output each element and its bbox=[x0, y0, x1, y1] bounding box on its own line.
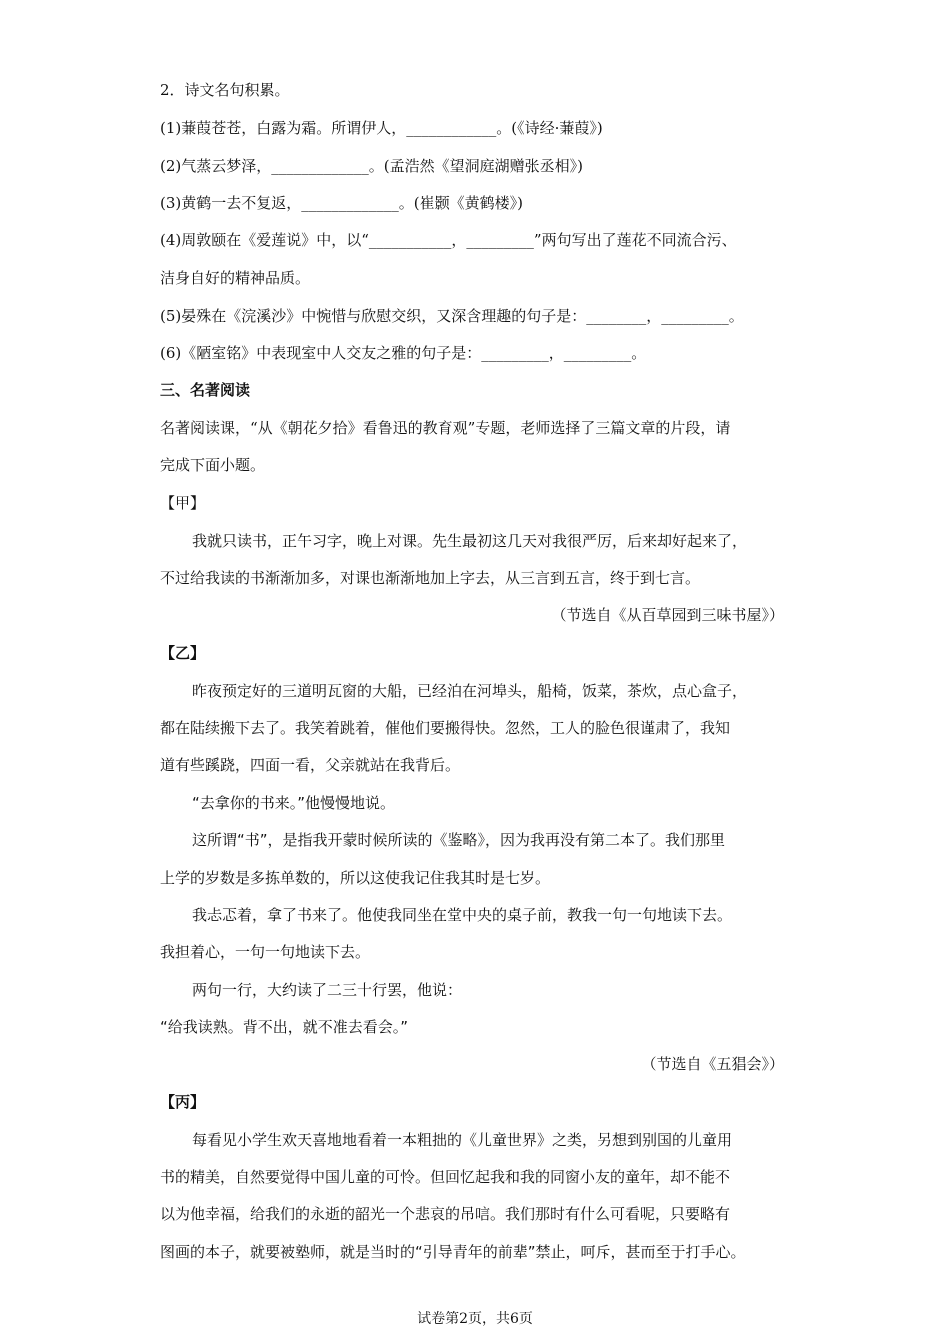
passage-yi-line-8: 我担着心，一句一句地读下去。 bbox=[160, 943, 371, 961]
passage-yi-label: 【乙】 bbox=[160, 644, 206, 662]
passage-jia-label: 【甲】 bbox=[160, 494, 206, 512]
section-3-intro-line-1: 名著阅读课，“从《朝花夕拾》看鲁迅的教育观”专题，老师选择了三篇文章的片段，请 bbox=[160, 419, 731, 437]
passage-bing-line-3: 以为他幸福，给我们的永逝的韶光一个悲哀的吊唁。我们那时有什么可看呢，只要略有 bbox=[160, 1205, 731, 1223]
passage-yi-source: （节选自《五猖会》） bbox=[641, 1055, 784, 1073]
passage-yi-line-6: 上学的岁数是多拣单数的，所以这使我记住我其时是七岁。 bbox=[160, 869, 551, 887]
question-2-item-4-continued: 洁身自好的精神品质。 bbox=[160, 269, 311, 287]
passage-bing-line-2: 书的精美，自然要觉得中国儿童的可怜。但回忆起我和我的同窗小友的童年，却不能不 bbox=[160, 1168, 731, 1186]
question-2-item-2: (2)气蒸云梦泽，_____________。(孟浩然《望洞庭湖赠张丞相》) bbox=[160, 157, 583, 175]
passage-yi-line-10: “给我读熟。背不出，就不准去看会。” bbox=[160, 1018, 409, 1036]
passage-yi-line-1: 昨夜预定好的三道明瓦窗的大船，已经泊在河埠头，船椅，饭菜，茶炊，点心盒子， bbox=[192, 682, 748, 700]
passage-bing-label: 【丙】 bbox=[160, 1093, 206, 1111]
question-2-item-1: (1)蒹葭苍苍，白露为霜。所谓伊人，____________。(《诗经·蒹葭》) bbox=[160, 119, 603, 137]
section-3-heading: 三、名著阅读 bbox=[160, 381, 251, 399]
question-2-item-5: (5)晏殊在《浣溪沙》中惋惜与欣慰交织，又深含理趣的句子是：________，_________。 bbox=[160, 307, 744, 325]
question-2-heading: 2．诗文名句积累。 bbox=[160, 81, 290, 99]
passage-yi-line-4: “去拿你的书来。”他慢慢地说。 bbox=[192, 794, 396, 812]
passage-jia-line-2: 不过给我读的书渐渐加多，对课也渐渐地加上字去，从三言到五言，终于到七言。 bbox=[160, 569, 701, 587]
section-3-intro-line-2: 完成下面小题。 bbox=[160, 456, 266, 474]
passage-yi-line-7: 我忐忑着，拿了书来了。他使我同坐在堂中央的桌子前，教我一句一句地读下去。 bbox=[192, 906, 733, 924]
page-footer: 试卷第2页，共6页 bbox=[417, 1311, 533, 1327]
passage-yi-line-3: 道有些蹊跷，四面一看，父亲就站在我背后。 bbox=[160, 756, 461, 774]
question-2-item-6: (6)《陋室铭》中表现室中人交友之雅的句子是：_________，_________。 bbox=[160, 344, 647, 362]
passage-yi-line-9: 两句一行，大约读了二三十行罢，他说： bbox=[192, 981, 463, 999]
question-2-item-4: (4)周敦颐在《爱莲说》中，以“___________，_________”两句写出了莲花不同流合污、 bbox=[160, 231, 737, 249]
passage-bing-line-1: 每看见小学生欢天喜地地看着一本粗拙的《儿童世界》之类，另想到别国的儿童用 bbox=[192, 1131, 733, 1149]
passage-yi-line-2: 都在陆续搬下去了。我笑着跳着，催他们要搬得快。忽然，工人的脸色很谨肃了，我知 bbox=[160, 719, 731, 737]
passage-yi-line-5: 这所谓“书”，是指我开蒙时候所读的《鉴略》，因为我再没有第二本了。我们那里 bbox=[192, 831, 726, 849]
passage-jia-source: （节选自《从百草园到三味书屋》） bbox=[551, 606, 784, 624]
passage-jia-line-1: 我就只读书，正午习字，晚上对课。先生最初这几天对我很严厉，后来却好起来了， bbox=[192, 532, 748, 550]
question-2-item-3: (3)黄鹤一去不复返，_____________。(崔颢《黄鹤楼》) bbox=[160, 194, 523, 212]
passage-bing-line-4: 图画的本子，就要被塾师，就是当时的“引导青年的前辈”禁止，呵斥，甚而至于打手心。 bbox=[160, 1243, 746, 1261]
